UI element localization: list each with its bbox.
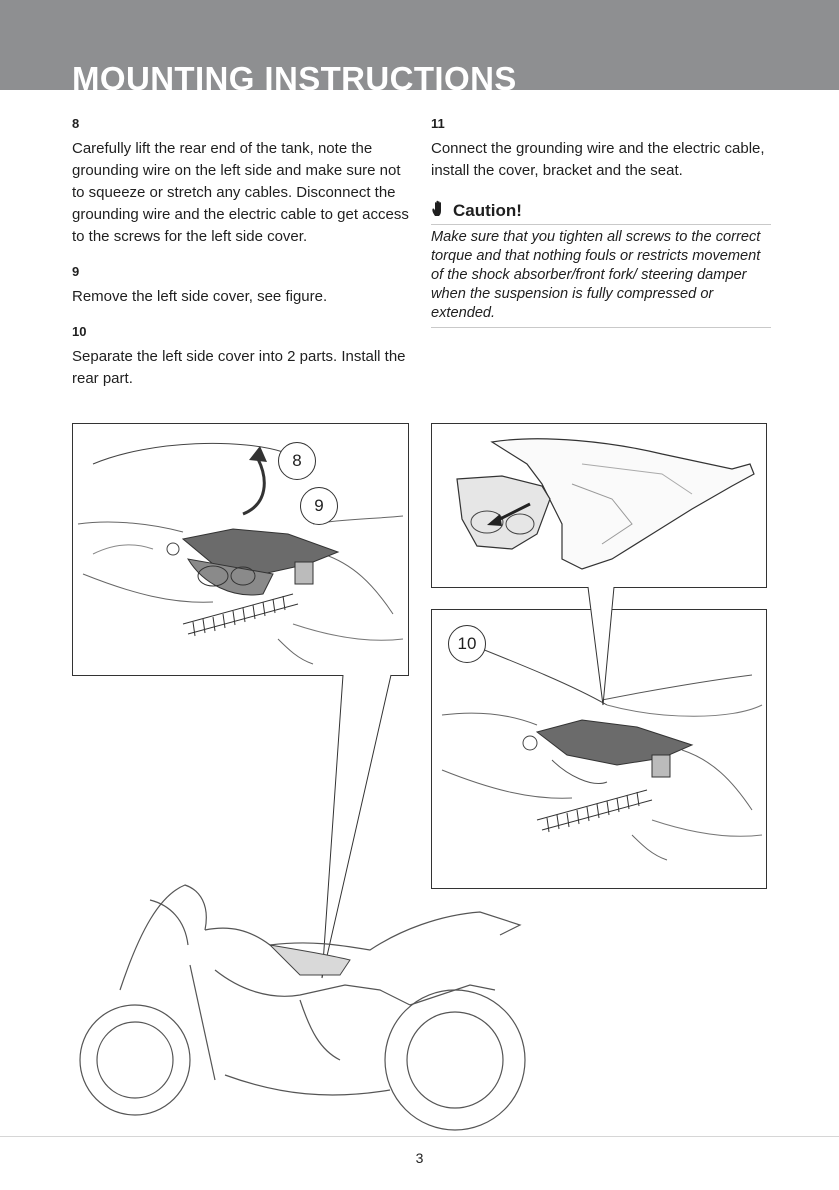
page-number: 3 — [415, 1150, 424, 1166]
step-8 — [72, 114, 412, 248]
step-number: 11 — [431, 116, 445, 131]
header-bar — [0, 0, 839, 90]
step-number: 9 — [72, 264, 80, 279]
step-11 — [431, 114, 771, 182]
step-10 — [72, 322, 412, 390]
callout-label: 10 — [457, 634, 477, 653]
caution-text: Make sure that you tighten all screws to the correct torque and that nothing fouls or restricts movement of the shock absorber/front fork/ steering damper when the suspension is fully compressed or extended. — [431, 228, 771, 328]
callout-8 — [278, 442, 316, 480]
step-text: Carefully lift the rear end of the tank, note the grounding wire on the left side and make sure not to squeeze or stretch any cables. Disconnect the grounding wire and the electric cable to get access to the screws for the left side cover. — [72, 140, 409, 245]
right-column — [431, 114, 771, 328]
caution-box — [431, 200, 771, 328]
callout-label: 9 — [314, 496, 324, 515]
callout-label: 8 — [292, 451, 302, 470]
step-number: 10 — [72, 324, 87, 339]
step-9 — [72, 262, 412, 308]
footer-divider — [0, 1136, 839, 1137]
step-text: Separate the left side cover into 2 parts. Install the rear part. — [72, 348, 406, 387]
caution-title: Caution! — [453, 201, 522, 220]
page-title: MOUNTING INSTRUCTIONS — [72, 60, 517, 90]
hand-stop-icon — [431, 200, 447, 222]
callout-10 — [448, 625, 486, 663]
step-number: 8 — [72, 116, 80, 131]
step-text: Remove the left side cover, see figure. — [72, 288, 328, 305]
left-column — [72, 114, 412, 404]
figure-install-rear — [431, 609, 767, 889]
figure-side-cover — [431, 423, 767, 588]
callout-9 — [300, 487, 338, 525]
caution-header — [431, 200, 771, 225]
figure-tank-lift — [72, 423, 409, 676]
step-text: Connect the grounding wire and the electric cable, install the cover, bracket and the seat. — [431, 140, 765, 179]
